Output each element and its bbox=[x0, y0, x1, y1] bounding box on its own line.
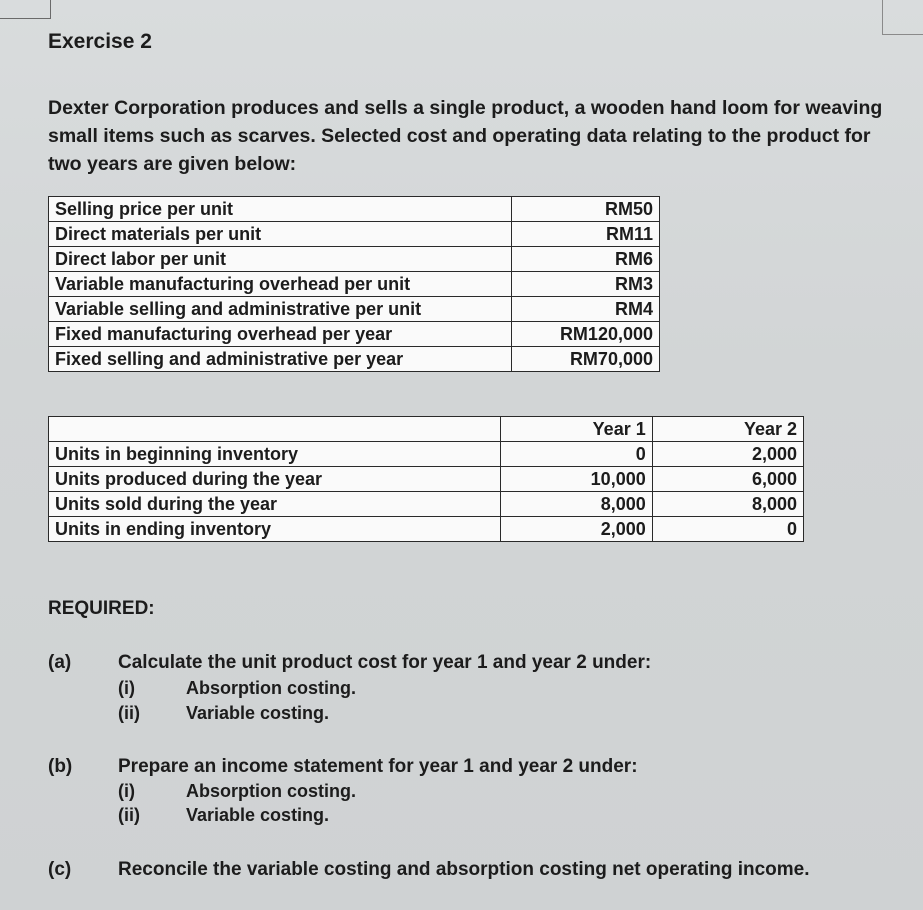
year-1-value: 2,000 bbox=[501, 517, 652, 542]
table-row bbox=[49, 467, 804, 492]
question-c-letter: (c) bbox=[48, 859, 72, 880]
row-value: RM11 bbox=[512, 222, 660, 247]
year-1-value: 8,000 bbox=[501, 492, 652, 517]
row-label: Variable manufacturing overhead per unit bbox=[49, 272, 512, 297]
year-2-value: 8,000 bbox=[652, 492, 803, 517]
row-label: Units in ending inventory bbox=[49, 517, 501, 542]
table-row bbox=[49, 272, 660, 297]
year-2-value: 6,000 bbox=[652, 467, 803, 492]
cost-data-table bbox=[48, 196, 660, 372]
row-label: Fixed selling and administrative per year bbox=[49, 347, 512, 372]
row-label: Variable selling and administrative per unit bbox=[49, 297, 512, 322]
units-data-table bbox=[48, 416, 804, 542]
row-value: RM4 bbox=[512, 297, 660, 322]
question-b-sub-1-text: Absorption costing. bbox=[186, 781, 356, 801]
row-label: Units produced during the year bbox=[49, 467, 501, 492]
table-row bbox=[49, 322, 660, 347]
year-2-value: 2,000 bbox=[652, 442, 803, 467]
question-c-text: Reconcile the variable costing and absorption costing net operating income. bbox=[118, 859, 810, 880]
required-heading: REQUIRED: bbox=[48, 598, 155, 619]
page-corner-mark bbox=[882, 0, 923, 35]
question-b-letter: (b) bbox=[48, 756, 73, 777]
question-b-sub-2-text: Variable costing. bbox=[186, 805, 330, 825]
year-2-value: 0 bbox=[652, 517, 803, 542]
intro-paragraph: Dexter Corporation produces and sells a single product, a wooden hand loom for weaving small items such as scarves. Selected cost and operating data relating to the product for two years are given below: bbox=[48, 97, 883, 175]
row-value: RM120,000 bbox=[512, 322, 660, 347]
table-row bbox=[49, 442, 804, 467]
table-header-row bbox=[49, 417, 804, 442]
row-label: Direct labor per unit bbox=[49, 247, 512, 272]
question-a-sub-1-num: (i) bbox=[118, 678, 135, 698]
row-value: RM3 bbox=[512, 272, 660, 297]
row-label: Selling price per unit bbox=[49, 197, 512, 222]
page-corner-mark bbox=[0, 0, 51, 19]
exercise-title: Exercise 2 bbox=[48, 30, 152, 53]
table-row bbox=[49, 222, 660, 247]
table-row bbox=[49, 197, 660, 222]
year-1-value: 0 bbox=[501, 442, 652, 467]
header-year-2: Year 2 bbox=[652, 417, 803, 442]
row-value: RM50 bbox=[512, 197, 660, 222]
question-a-letter: (a) bbox=[48, 652, 72, 673]
table-row bbox=[49, 517, 804, 542]
header-year-1: Year 1 bbox=[501, 417, 652, 442]
row-value: RM70,000 bbox=[512, 347, 660, 372]
row-label: Units in beginning inventory bbox=[49, 442, 501, 467]
header-blank-cell bbox=[49, 417, 501, 442]
question-a-sub-2-num: (ii) bbox=[118, 703, 140, 723]
question-b-text: Prepare an income statement for year 1 and year 2 under: bbox=[118, 756, 638, 777]
year-1-value: 10,000 bbox=[501, 467, 652, 492]
table-row bbox=[49, 297, 660, 322]
row-label: Direct materials per unit bbox=[49, 222, 512, 247]
row-value: RM6 bbox=[512, 247, 660, 272]
row-label: Fixed manufacturing overhead per year bbox=[49, 322, 512, 347]
question-b-sub-1-num: (i) bbox=[118, 781, 135, 801]
table-row bbox=[49, 347, 660, 372]
question-a-sub-2-text: Variable costing. bbox=[186, 703, 330, 723]
question-a-text: Calculate the unit product cost for year 1 and year 2 under: bbox=[118, 652, 652, 673]
question-a-sub-1-text: Absorption costing. bbox=[186, 678, 356, 698]
question-b-sub-2-num: (ii) bbox=[118, 805, 140, 825]
row-label: Units sold during the year bbox=[49, 492, 501, 517]
table-row bbox=[49, 492, 804, 517]
table-row bbox=[49, 247, 660, 272]
